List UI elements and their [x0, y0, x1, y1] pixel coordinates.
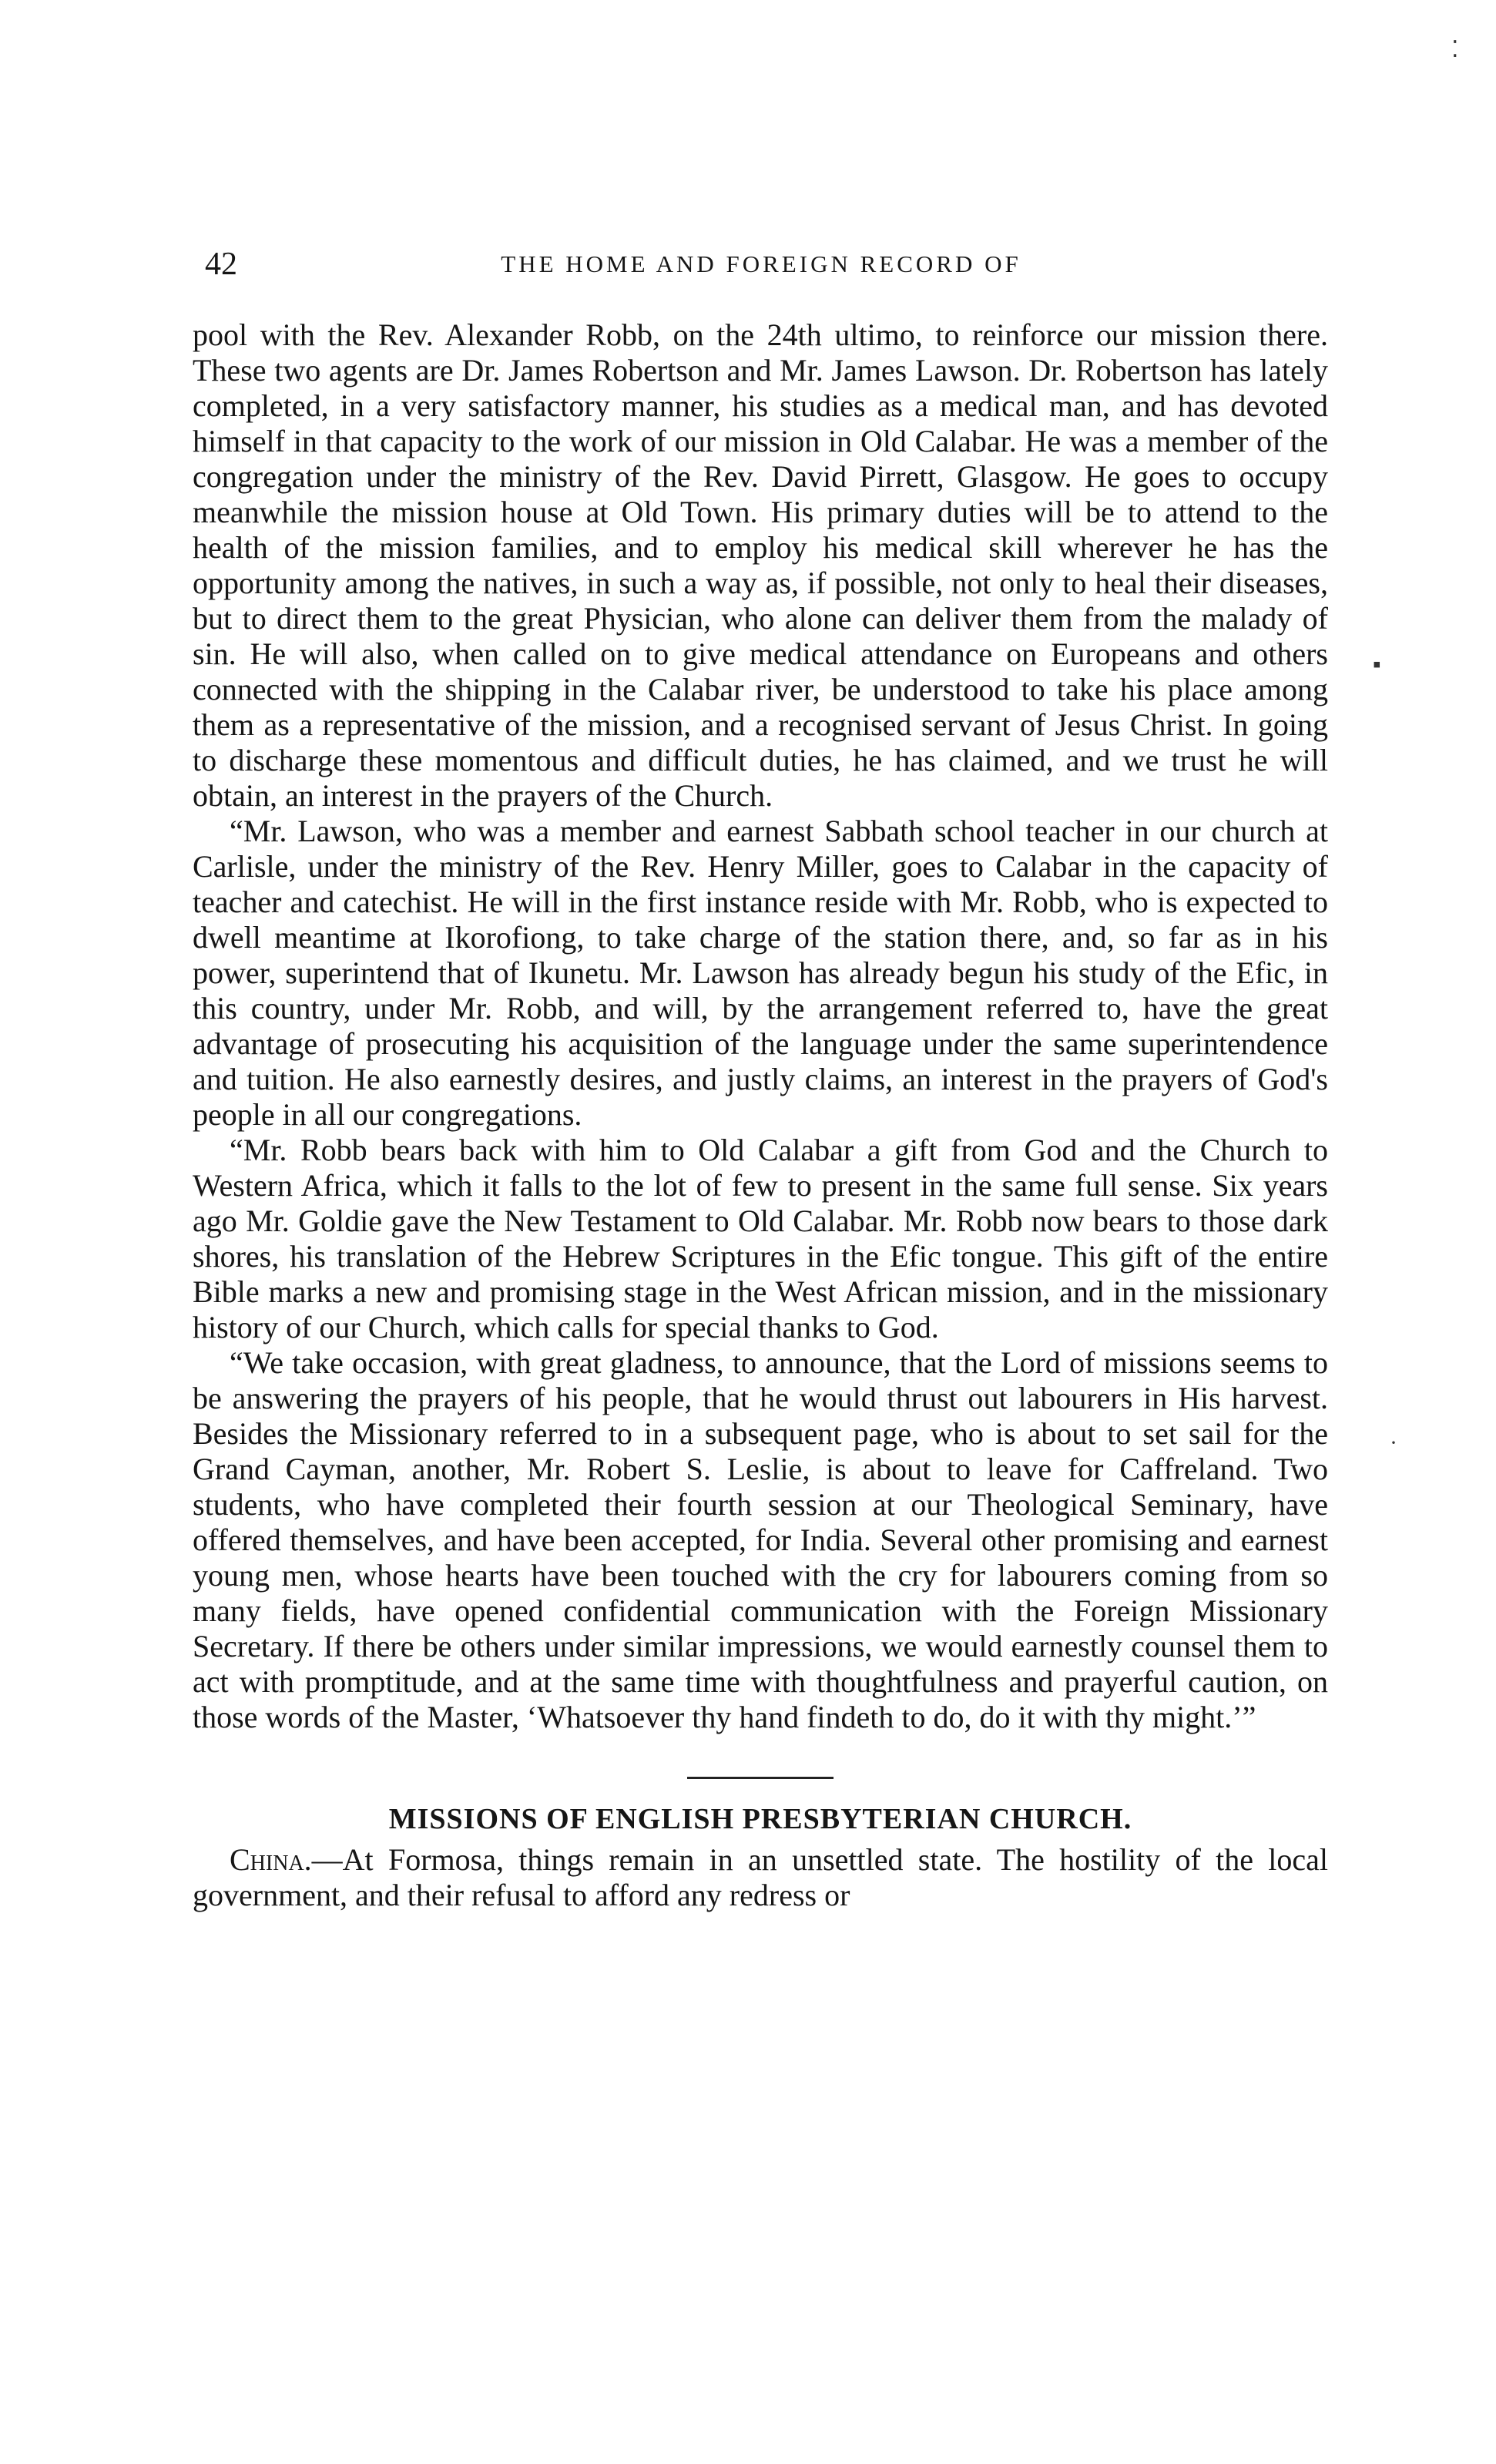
page-header — [191, 245, 1331, 284]
margin-speck: ▪ — [1373, 652, 1381, 677]
paragraph: “Mr. Lawson, who was a member and earnest Sabbath school teacher in our church at Carlisle, under the ministry of the Rev. Henry Miller, goes to Calabar in the capacity of teacher and catechist. He will in the first instance reside with Mr. Robb, who is expected to dwell meantime at Ikorofiong, to take charge of the station there, and, so far as in his power, superintend that of Ikunetu. Mr. Lawson has already begun his study of the Efic, in this country, under Mr. Robb, and will, by the arrangement referred to, have the great advantage of prosecuting his acquisition of the language under the same superintendence and tuition. He also earnestly desires, and justly claims, an interest in the prayers of God's people in all our congregations. — [193, 814, 1328, 1132]
margin-speck: · — [1390, 1430, 1397, 1455]
running-title: THE HOME AND FOREIGN RECORD OF — [501, 250, 1021, 277]
paragraph: “We take occasion, with great gladness, to announce, that the Lord of missions seems to be answering the prayers of his people, that he would thrust out labourers in His harvest. Besides the Missionary referred to in a subsequent page, who is about to set sail for the Grand Cayman, another, Mr. Robert S. Leslie, is about to leave for Caffreland. Two students, who have completed their fourth session at our Theological Seminary, have offered themselves, and have been accepted, for India. Several other promising and earnest young men, whose hearts have been touched with the cry for labourers coming from so many fields, have opened confidential communication with the Foreign Missionary Secretary. If there be others under similar impressions, we would earnestly counsel them to act with promptitude, and at the same time with thoughtfulness and prayerful caution, on those words of the Master, ‘Whatsoever thy hand findeth to do, do it with thy might.’” — [193, 1345, 1328, 1734]
corner-speck: ⁚ — [1451, 37, 1459, 62]
text-column — [193, 317, 1328, 1913]
section-text: —At Formosa, things remain in an unsettled state. The hostility of the local government, and their refusal to afford any redress or — [193, 1842, 1328, 1912]
section-paragraph — [193, 1842, 1328, 1913]
section-lead-word: China. — [230, 1842, 312, 1877]
paragraph: pool with the Rev. Alexander Robb, on the 24th ultimo, to reinforce our mission there. These two agents are Dr. James Robertson and Mr. James Lawson. Dr. Robertson has lately completed, in a very satisfactory manner, his studies as a medical man, and has devoted himself in that capacity to the work of our mission in Old Calabar. He was a member of the congregation under the ministry of the Rev. David Pirrett, Glasgow. He goes to occupy meanwhile the mission house at Old Town. His primary duties will be to attend to the health of the mission families, and to employ his medical skill wherever he has the opportunity among the natives, in such a way as, if possible, not only to heal their diseases, but to direct them to the great Physician, who alone can deliver them from the malady of sin. He will also, when called on to give medical attendance on Europeans and others connected with the shipping in the Calabar river, be understood to take his place among them as a representative of the mission, and a recognised servant of Jesus Christ. In going to discharge these momentous and difficult duties, he has claimed, and we trust he will obtain, an interest in the prayers of the Church. — [193, 317, 1328, 813]
paragraph: “Mr. Robb bears back with him to Old Calabar a gift from God and the Church to Western Africa, which it falls to the lot of few to present in the same full sense. Six years ago Mr. Goldie gave the New Testament to Old Calabar. Mr. Robb now bears to those dark shores, his translation of the Hebrew Scriptures in the Efic tongue. This gift of the entire Bible marks a new and promising stage in the West African mission, and in the missionary history of our Church, which calls for special thanks to God. — [193, 1133, 1328, 1344]
page-number: 42 — [205, 247, 237, 282]
section-divider — [687, 1777, 834, 1779]
section-heading: MISSIONS OF ENGLISH PRESBYTERIAN CHURCH. — [388, 1803, 1132, 1835]
